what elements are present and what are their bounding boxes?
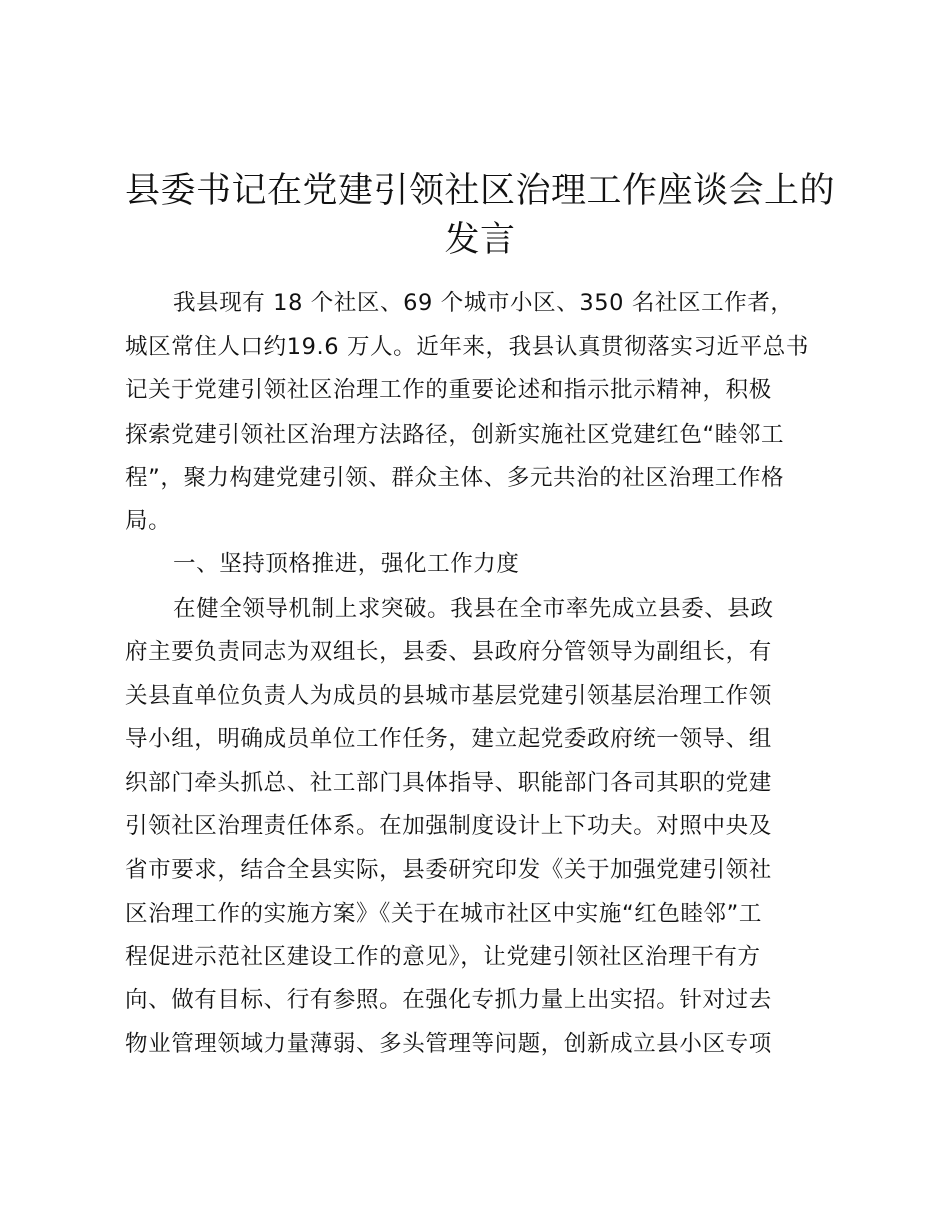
paragraph-line: 导小组，明确成员单位工作任务，建立起党委政府统一领导、组 — [125, 726, 772, 752]
paragraph-line: 我县现有 18 个社区、69 个城市小区、350 名社区工作者， — [173, 290, 794, 316]
paragraph-line: 关县直单位负责人为成员的县城市基层党建引领基层治理工作领 — [125, 683, 772, 709]
paragraph-line: 程”，聚力构建党建引领、群众主体、多元共治的社区治理工作格 — [125, 465, 785, 491]
paragraph-line: 引领社区治理责任体系。在加强制度设计上下功夫。对照中央及 — [125, 813, 772, 839]
paragraph-line: 向、做有目标、行有参照。在强化专抓力量上出实招。针对过去 — [125, 987, 772, 1013]
paragraph-line: 府主要负责同志为双组长，县委、县政府分管领导为副组长，有 — [125, 639, 772, 665]
paragraph-line: 记关于党建引领社区治理工作的重要论述和指示批示精神，积极 — [125, 377, 772, 403]
paragraph-line: 省市要求，结合全县实际，县委研究印发《关于加强党建引领社 — [125, 857, 772, 883]
paragraph-line: 区治理工作的实施方案》《关于在城市社区中实施“红色睦邻”工 — [125, 901, 762, 927]
paragraph-line: 局。 — [125, 508, 172, 534]
paragraph-line: 在健全领导机制上求突破。我县在全市率先成立县委、县政 — [173, 596, 774, 622]
section-heading: 一、坚持顶格推进，强化工作力度 — [173, 551, 520, 577]
paragraph-line: 城区常住人口约19.6 万人。近年来，我县认真贯彻落实习近平总书 — [125, 334, 809, 360]
paragraph-line: 织部门牵头抓总、社工部门具体指导、职能部门各司其职的党建 — [125, 770, 772, 796]
paragraph-line: 物业管理领域力量薄弱、多头管理等问题，创新成立县小区专项 — [125, 1031, 772, 1057]
paragraph-line: 探索党建引领社区治理方法路径，创新实施社区党建红色“睦邻工 — [125, 422, 785, 448]
paragraph-line: 程促进示范社区建设工作的意见》，让党建引领社区治理干有方 — [125, 944, 761, 970]
document-title-line-2: 发言 — [444, 220, 516, 260]
document-title-line-1: 县委书记在党建引领社区治理工作座谈会上的 — [125, 171, 836, 211]
